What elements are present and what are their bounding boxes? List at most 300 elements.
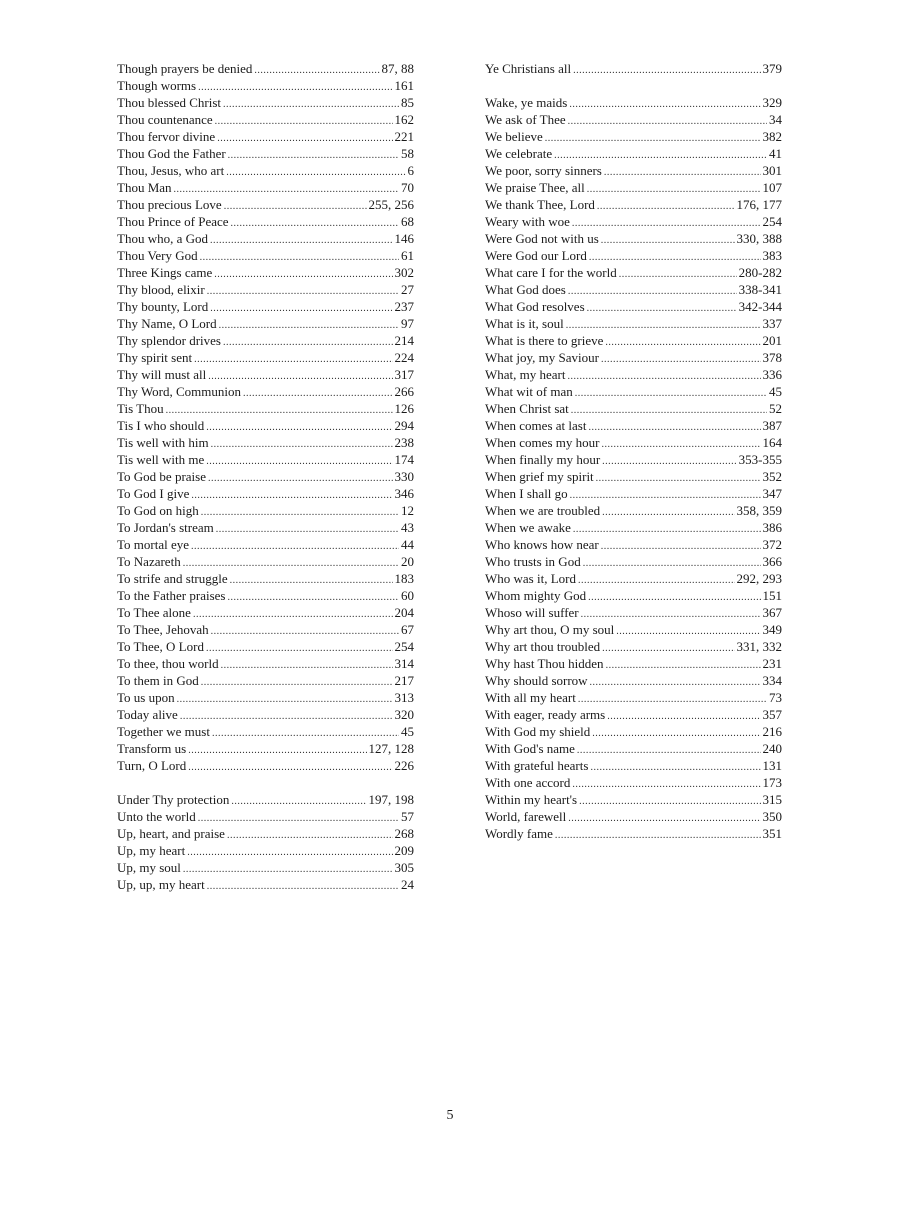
index-entry [485,655,782,672]
entry-title: When I shall go [485,486,568,501]
entry-pages: 162 [394,112,414,127]
entry-pages: 334 [762,673,782,688]
dot-leader [219,317,399,332]
dot-leader [194,351,392,366]
entry-title: Up, my soul [117,860,181,875]
index-entry [485,808,782,825]
index-entry [117,196,414,213]
dot-leader [573,521,761,536]
dot-leader [180,708,393,723]
index-entry [117,60,414,77]
entry-pages: 358, 359 [736,503,782,518]
entry-pages: 127, 128 [368,741,414,756]
entry-title: Together we must [117,724,210,739]
entry-pages: 255, 256 [368,197,414,212]
index-entry [117,111,414,128]
group-spacer [485,77,782,94]
entry-title: With grateful hearts [485,758,589,773]
entry-title: Thou, Jesus, who art [117,163,225,178]
entry-pages: 87, 88 [381,61,414,76]
dot-leader [231,215,399,230]
entry-title: We praise Thee, all [485,180,585,195]
entry-title: Who trusts in God [485,554,581,569]
index-entry [117,638,414,655]
dot-leader [224,198,367,213]
entry-title: Though worms [117,78,197,93]
dot-leader [592,725,760,740]
index-entry [117,400,414,417]
entry-title: Under Thy protection [117,792,230,807]
entry-pages: 204 [394,605,414,620]
index-entry [485,111,782,128]
dot-leader [596,470,761,485]
entry-title: To mortal eye [117,537,190,552]
index-entry [485,281,782,298]
entry-pages: 226 [394,758,414,773]
dot-leader [575,385,767,400]
dot-leader [568,113,767,128]
entry-title: Thou blessed Christ [117,95,221,110]
entry-title: What joy, my Saviour [485,350,599,365]
entry-pages: 320 [394,707,414,722]
index-entry [485,247,782,264]
dot-leader [607,708,760,723]
index-entry [117,859,414,876]
index-group-u [117,791,414,893]
entry-pages: 217 [394,673,414,688]
dot-leader [602,453,736,468]
entry-title: Thou Prince of Peace [117,214,229,229]
entry-title: We celebrate [485,146,553,161]
index-entry [117,434,414,451]
dot-leader [254,62,379,77]
entry-pages: 131 [762,758,782,773]
entry-pages: 70 [401,180,414,195]
entry-pages: 45 [769,384,782,399]
dot-leader [206,419,392,434]
entry-title: When we awake [485,520,571,535]
index-entry [485,791,782,808]
entry-pages: 173 [762,775,782,790]
dot-leader [228,147,399,162]
entry-title: What, my heart [485,367,566,382]
entry-title: Why art thou, O my soul [485,622,615,637]
dot-leader [619,266,737,281]
index-entry [485,179,782,196]
dot-leader [211,436,393,451]
entry-pages: 20 [401,554,414,569]
dot-leader [210,232,393,247]
entry-title: When grief my spirit [485,469,594,484]
entry-pages: 214 [394,333,414,348]
dot-leader [208,470,393,485]
entry-title: Thy blood, elixir [117,282,205,297]
index-entry [485,366,782,383]
entry-title: Up, up, my heart [117,877,205,892]
index-entry [117,417,414,434]
entry-title: When we are troubled [485,503,601,518]
dot-leader [208,368,392,383]
entry-title: Unto the world [117,809,196,824]
index-entry [485,740,782,757]
index-entry [485,706,782,723]
entry-pages: 330 [394,469,414,484]
index-entry [117,876,414,893]
entry-title: To God I give [117,486,190,501]
entry-title: Though prayers be denied [117,61,253,76]
entry-title: What is there to grieve [485,333,604,348]
index-entry [117,451,414,468]
entry-pages: 240 [762,741,782,756]
dot-leader [187,844,392,859]
entry-title: What God resolves [485,299,585,314]
dot-leader [188,759,392,774]
entry-pages: 52 [769,401,782,416]
entry-title: Up, heart, and praise [117,826,225,841]
entry-title: When comes my hour [485,435,600,450]
index-entry [117,706,414,723]
entry-pages: 372 [762,537,782,552]
entry-title: When comes at last [485,418,587,433]
entry-pages: 201 [762,333,782,348]
entry-pages: 126 [394,401,414,416]
entry-pages: 338-341 [738,282,782,297]
index-entry [485,128,782,145]
index-entry [485,213,782,230]
dot-leader [226,164,405,179]
dot-leader [605,334,760,349]
index-entry [485,94,782,111]
index-entry [117,77,414,94]
entry-pages: 383 [762,248,782,263]
index-entry [117,315,414,332]
index-entry [485,689,782,706]
index-entry [485,723,782,740]
entry-pages: 231 [762,656,782,671]
index-entry [485,587,782,604]
entry-title: Thou precious Love [117,197,222,212]
dot-leader [206,640,393,655]
entry-pages: 60 [401,588,414,603]
index-entry [117,689,414,706]
index-entry [117,298,414,315]
entry-title: When Christ sat [485,401,569,416]
index-entry [117,536,414,553]
dot-leader [545,130,761,145]
entry-title: We believe [485,129,543,144]
dot-leader [568,283,737,298]
entry-pages: 379 [762,61,782,76]
entry-pages: 221 [394,129,414,144]
entry-pages: 254 [762,214,782,229]
dot-leader [174,181,399,196]
entry-title: To Nazareth [117,554,181,569]
dot-leader [577,742,761,757]
entry-title: Were God not with us [485,231,599,246]
entry-pages: 61 [401,248,414,263]
entry-title: To the Father praises [117,588,226,603]
entry-title: To strife and struggle [117,571,228,586]
entry-pages: 336 [762,367,782,382]
index-entry [485,621,782,638]
index-entry [485,298,782,315]
entry-title: To God on high [117,503,199,518]
index-entry [117,842,414,859]
entry-pages: 268 [394,826,414,841]
index-entry [117,383,414,400]
index-entry [117,502,414,519]
dot-leader [578,572,735,587]
entry-title: Tis well with him [117,435,209,450]
dot-leader [183,555,399,570]
index-entry [117,791,414,808]
index-entry [485,400,782,417]
entry-pages: 367 [762,605,782,620]
entry-pages: 237 [394,299,414,314]
entry-title: Thou Man [117,180,172,195]
index-entry [117,740,414,757]
entry-title: Who was it, Lord [485,571,576,586]
entry-pages: 45 [401,724,414,739]
entry-pages: 386 [762,520,782,535]
dot-leader [602,640,734,655]
dot-leader [216,521,399,536]
entry-pages: 366 [762,554,782,569]
entry-title: With God's name [485,741,575,756]
entry-pages: 68 [401,214,414,229]
entry-pages: 294 [394,418,414,433]
index-group-y [485,60,782,77]
entry-pages: 351 [762,826,782,841]
entry-title: Ye Christians all [485,61,572,76]
entry-title: Transform us [117,741,187,756]
dot-leader [601,538,761,553]
entry-pages: 164 [762,435,782,450]
entry-title: Why art thou troubled [485,639,601,654]
entry-pages: 387 [762,418,782,433]
dot-leader [191,538,399,553]
index-entry [485,502,782,519]
dot-leader [604,164,761,179]
entry-title: What is it, soul [485,316,564,331]
entry-pages: 301 [762,163,782,178]
entry-pages: 34 [769,112,782,127]
entry-pages: 314 [394,656,414,671]
entry-pages: 161 [394,78,414,93]
dot-leader [570,487,761,502]
entry-pages: 6 [407,163,414,178]
dot-leader [212,725,399,740]
dot-leader [211,623,399,638]
entry-pages: 329 [762,95,782,110]
dot-leader [231,793,366,808]
entry-title: Three Kings came [117,265,213,280]
entry-title: To us upon [117,690,175,705]
index-entry [117,655,414,672]
index-entry [485,553,782,570]
entry-title: To Thee alone [117,605,191,620]
dot-leader [201,674,393,689]
index-entry [485,570,782,587]
dot-leader [590,674,761,689]
index-entry [485,672,782,689]
dot-leader [579,793,760,808]
dot-leader [227,827,393,842]
entry-title: Wake, ye maids [485,95,568,110]
dot-leader [601,232,735,247]
index-entry [485,60,782,77]
index-entry [485,383,782,400]
index-entry [117,145,414,162]
entry-title: To Jordan's stream [117,520,214,535]
entry-pages: 266 [394,384,414,399]
entry-pages: 350 [762,809,782,824]
dot-leader [206,453,392,468]
entry-pages: 382 [762,129,782,144]
entry-title: Today alive [117,707,178,722]
entry-pages: 209 [394,843,414,858]
entry-title: What care I for the world [485,265,617,280]
dot-leader [191,487,392,502]
index-entry [117,604,414,621]
index-entry [485,757,782,774]
entry-title: To Thee, Jehovah [117,622,209,637]
entry-pages: 216 [762,724,782,739]
entry-title: Tis I who should [117,418,205,433]
dot-leader [583,555,761,570]
dot-leader [193,606,393,621]
index-entry [117,587,414,604]
entry-title: Thy will must all [117,367,207,382]
entry-pages: 67 [401,622,414,637]
entry-title: Thy spirit sent [117,350,193,365]
index-entry [485,519,782,536]
dot-leader [198,79,392,94]
page-number: 5 [446,1108,454,1123]
index-entry [117,485,414,502]
index-entry [117,247,414,264]
entry-title: Were God our Lord [485,248,587,263]
entry-title: Weary with woe [485,214,570,229]
entry-title: Up, my heart [117,843,186,858]
dot-leader [198,810,399,825]
dot-leader [566,317,761,332]
dot-leader [555,827,761,842]
dot-leader [571,402,767,417]
entry-title: What God does [485,282,566,297]
index-entry [485,638,782,655]
entry-pages: 85 [401,95,414,110]
entry-pages: 357 [762,707,782,722]
dot-leader [590,759,760,774]
entry-title: Wordly fame [485,826,553,841]
index-entry [117,230,414,247]
entry-pages: 280-282 [738,265,782,280]
index-entry [485,536,782,553]
entry-title: To God be praise [117,469,206,484]
index-entry [117,94,414,111]
entry-title: Thou fervor divine [117,129,216,144]
entry-title: Why hast Thou hidden [485,656,604,671]
index-entry [485,825,782,842]
dot-leader [243,385,392,400]
entry-title: Whoso will suffer [485,605,579,620]
index-entry [117,213,414,230]
entry-pages: 41 [769,146,782,161]
entry-pages: 57 [401,809,414,824]
index-entry [117,179,414,196]
entry-pages: 330, 388 [736,231,782,246]
dot-leader [210,300,392,315]
entry-pages: 317 [394,367,414,382]
entry-pages: 302 [394,265,414,280]
entry-pages: 197, 198 [368,792,414,807]
entry-pages: 27 [401,282,414,297]
entry-pages: 146 [394,231,414,246]
index-entry [117,519,414,536]
index-entry [117,723,414,740]
dot-leader [588,419,760,434]
index-entry [485,774,782,791]
index-entry [117,621,414,638]
entry-title: Why should sorrow [485,673,588,688]
entry-title: Tis well with me [117,452,205,467]
entry-title: Within my heart's [485,792,578,807]
entry-title: With all my heart [485,690,576,705]
entry-title: With God my shield [485,724,591,739]
dot-leader [221,657,393,672]
dot-leader [230,572,393,587]
dot-leader [568,368,761,383]
index-entry [485,162,782,179]
entry-title: Tis Thou [117,401,164,416]
index-entry [485,315,782,332]
dot-leader [578,691,767,706]
dot-leader [597,198,735,213]
entry-pages: 342-344 [738,299,782,314]
dot-leader [200,249,399,264]
dot-leader [581,606,761,621]
index-entry [117,349,414,366]
entry-pages: 305 [394,860,414,875]
entry-title: Turn, O Lord [117,758,187,773]
index-entry [117,366,414,383]
entry-title: We ask of Thee [485,112,566,127]
entry-pages: 58 [401,146,414,161]
dot-leader [188,742,366,757]
entry-pages: 353-355 [738,452,782,467]
entry-pages: 183 [394,571,414,586]
dot-leader [177,691,393,706]
index-entry [117,128,414,145]
index-entry [485,332,782,349]
dot-leader [217,130,392,145]
entry-pages: 174 [394,452,414,467]
entry-title: To thee, thou world [117,656,219,671]
dot-leader [587,300,737,315]
dot-leader [215,113,393,128]
entry-title: Thy bounty, Lord [117,299,209,314]
index-entry [485,417,782,434]
index-column-left [117,60,414,893]
entry-pages: 24 [401,877,414,892]
index-entry [117,757,414,774]
entry-title: Thou God the Father [117,146,226,161]
dot-leader [223,96,399,111]
dot-leader [588,589,760,604]
dot-leader [616,623,760,638]
entry-title: We poor, sorry sinners [485,163,602,178]
